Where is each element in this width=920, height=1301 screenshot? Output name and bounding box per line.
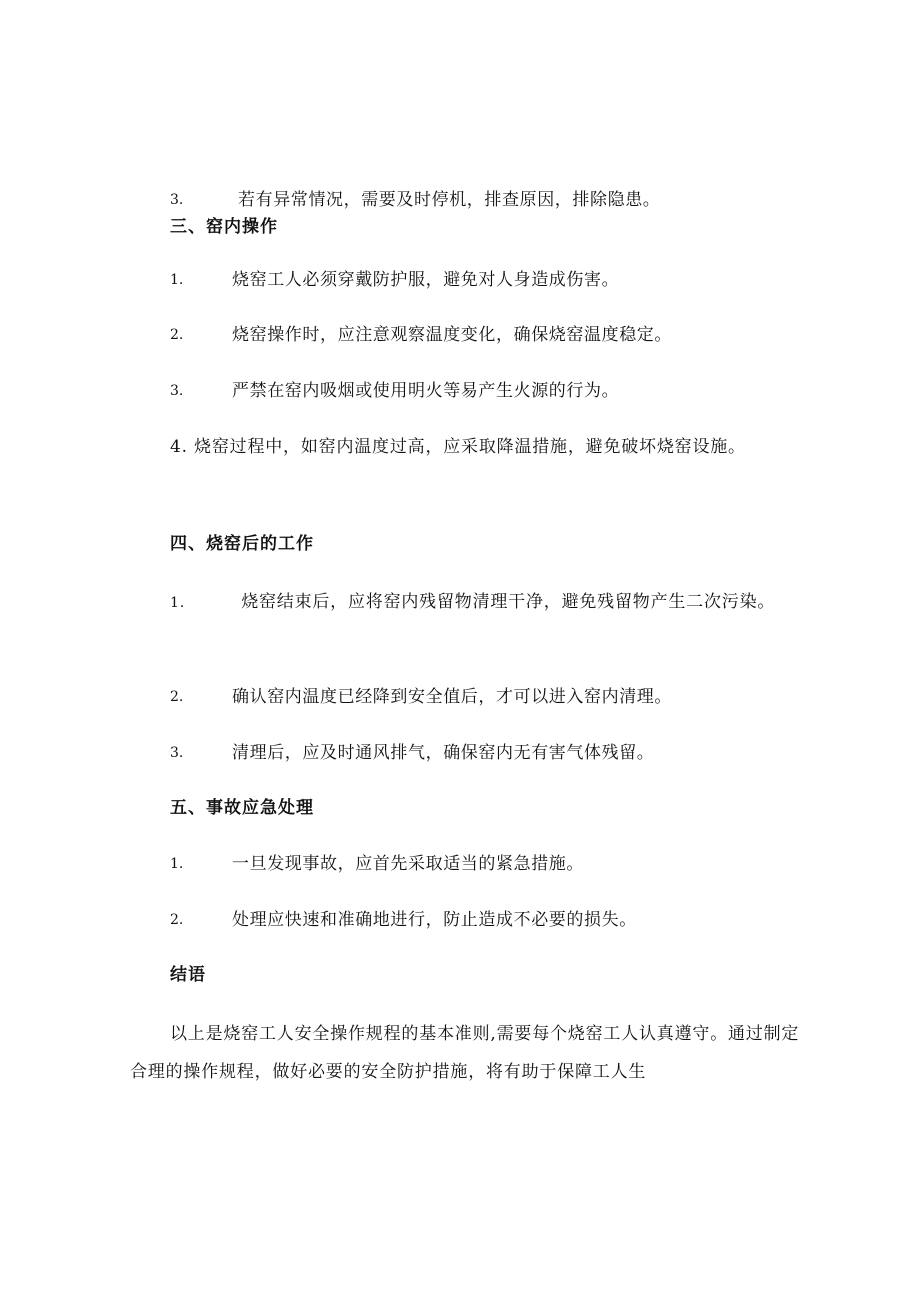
item-number: 3. [170, 192, 184, 208]
section-heading: 五、事故应急处理 [170, 798, 314, 818]
item-text: 若有异常情况，需要及时停机，排查原因，排除隐患。 [238, 190, 661, 210]
section-heading: 四、烧窑后的工作 [170, 534, 314, 554]
item-number: 2. [170, 327, 184, 343]
item-number: 1. [170, 856, 184, 872]
list-item [130, 430, 790, 464]
conclusion-heading: 结语 [170, 965, 206, 985]
item-number: 3. [170, 383, 184, 399]
item-text: 处理应快速和准确地进行，防止造成不必要的损失。 [232, 910, 637, 930]
item-text: 烧窑操作时，应注意观察温度变化，确保烧窑温度稳定。 [232, 325, 672, 345]
section-heading: 三、窑内操作 [170, 217, 278, 237]
item-number: 1. [170, 272, 184, 288]
item-text: 烧窑工人必须穿戴防护服，避免对人身造成伤害。 [232, 270, 620, 290]
item-text: 确认窑内温度已经降到安全值后，才可以进入窑内清理。 [232, 687, 672, 707]
conclusion-text: 以上是烧窑工人安全操作规程的基本准则,需要每个烧窑工人认真遵守。通过制定合理的操作规程，做好必要的安全防护措施，将有助于保障工人生 [130, 1024, 800, 1082]
conclusion-paragraph [130, 1015, 800, 1091]
item-number: 1. [170, 595, 185, 611]
item-number: 4. [170, 437, 188, 457]
item-text: 严禁在窑内吸烟或使用明火等易产生火源的行为。 [232, 381, 620, 401]
item-text: 清理后，应及时通风排气，确保窑内无有害气体残留。 [232, 743, 655, 763]
item-number: 3. [170, 745, 184, 761]
item-text: 烧窑结束后，应将窑内残留物清理干净，避免残留物产生二次污染。 [241, 592, 776, 612]
item-number: 2. [170, 912, 184, 928]
item-text: 烧窑过程中，如窑内温度过高，应采取降温措施，避免破坏烧窑设施。 [194, 437, 746, 457]
item-number: 2. [170, 689, 184, 705]
item-text: 一旦发现事故，应首先采取适当的紧急措施。 [232, 854, 584, 874]
list-item [130, 585, 790, 620]
